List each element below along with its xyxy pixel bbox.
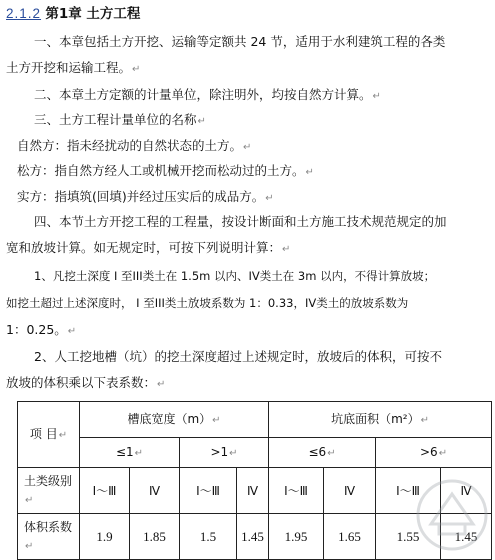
section-heading	[6, 2, 140, 22]
table-cell: 1.65	[324, 514, 376, 560]
paragraph-4-line-1: 四、本节土方开挖工程的工程量，按设计断面和土方施工技术规范规定的加	[34, 214, 447, 229]
paragraph-1-line-1: 一、本章包括土方开挖、运输等定额共 24 节，适用于水利建筑工程的各类	[34, 34, 446, 49]
area-gt-6: >6↵	[376, 438, 492, 468]
rule-1-line-3: 1：0.25。↵	[6, 322, 77, 337]
rule-2-line-1: 2、人工挖地槽（坑）的挖土深度超过上述规定时，放坡后的体积，可按不	[34, 349, 442, 364]
trench-width-header: 槽底宽度（m）↵	[80, 402, 269, 438]
paragraph-1-line-2: 土方开挖和运输工程。↵	[6, 60, 141, 75]
table-cell: Ⅰ～Ⅲ	[269, 468, 324, 514]
definition-loose: 松方：指自然方经人工或机械开挖而松动过的土方。↵	[17, 163, 314, 178]
watermark-logo	[413, 476, 491, 554]
table-cell: Ⅳ	[441, 468, 492, 514]
table-cell: Ⅳ	[237, 468, 269, 514]
paragraph-3: 三、土方工程计量单位的名称↵	[34, 112, 206, 127]
section-title: 第1章 土方工程	[45, 6, 141, 22]
definition-compacted: 实方：指填筑(回填)并经过压实后的成品方。↵	[17, 189, 274, 204]
table-cell: Ⅰ～Ⅲ	[376, 468, 441, 514]
area-le-6: ≤6↵	[269, 438, 376, 468]
table-cell: 1.55	[376, 514, 441, 560]
rule-2-line-2: 放坡的体积乘以下表系数：↵	[6, 375, 166, 390]
table-header-row	[18, 402, 492, 438]
width-gt-1: >1↵	[180, 438, 269, 468]
item-header: 项 目↵	[18, 402, 80, 468]
table-cell: Ⅰ～Ⅲ	[80, 468, 130, 514]
rule-1-line-1: 1、凡挖土深度 I 至III类土在 1.5m 以内、IV类土在 3m 以内，不得计算放坡；	[34, 269, 436, 283]
rule-1-line-2: 如挖土超过上述深度时， I 至III类土放坡系数为 1：0.33，IV类土的放坡系数为	[6, 296, 409, 310]
table-cell: Ⅰ～Ⅲ	[180, 468, 237, 514]
table-cell: 1.95	[269, 514, 324, 560]
table-cell: Ⅳ	[324, 468, 376, 514]
volume-coefficient-label: 体积系数↵	[18, 514, 80, 560]
table-cell: 1.9	[80, 514, 130, 560]
table-cell: Ⅳ	[130, 468, 180, 514]
paragraph-2: 二、本章土方定额的计量单位，除注明外，均按自然方计算。↵	[34, 87, 381, 102]
width-le-1: ≤1↵	[80, 438, 180, 468]
soil-class-label: 土类级别↵	[18, 468, 80, 514]
definition-natural: 自然方：指未经扰动的自然状态的土方。↵	[17, 138, 252, 153]
table-subheader-row	[18, 438, 492, 468]
paragraph-4-line-2: 宽和放坡计算。如无规定时，可按下列说明计算：↵	[6, 240, 291, 255]
section-number: 2.1.2	[6, 6, 42, 21]
table-cell: 1.5	[180, 514, 237, 560]
table-cell: 1.85	[130, 514, 180, 560]
table-cell: 1.45	[237, 514, 269, 560]
table-cell: 1.45	[441, 514, 492, 560]
pit-area-header: 坑底面积（m²）↵	[269, 402, 492, 438]
